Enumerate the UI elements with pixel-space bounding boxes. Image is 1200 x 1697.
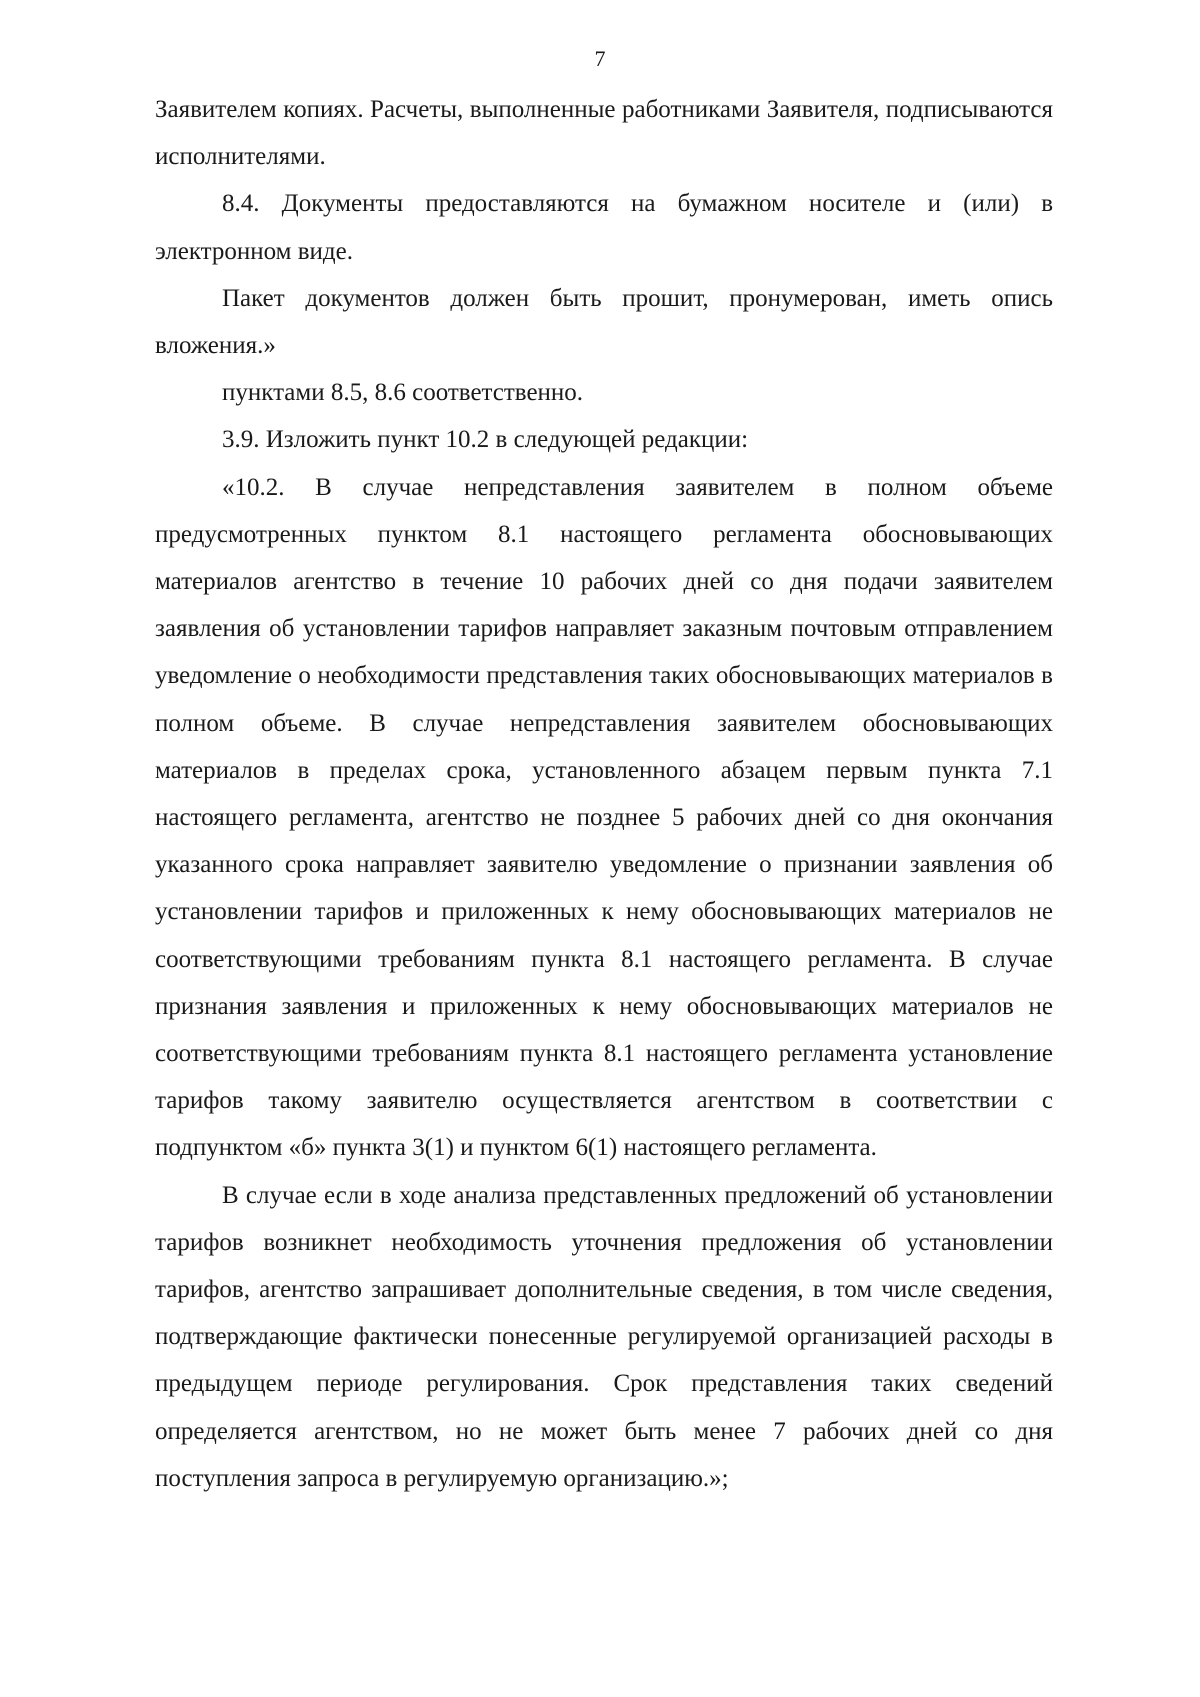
paragraph-additional-info: В случае если в ходе анализа представленных предложений об установлении тарифов возникнет необходимость уточнения предложения об установлении тарифов, агентство запрашивает дополнительные сведения, в том числе сведения, подтверждающие фактически понесенные регулируемой организацией расходы в предыдущем периоде регулирования. Срок представления таких сведений определяется агентством, но не может быть менее 7 рабочих дней со дня поступления запроса в регулируемую организацию.»; — [155, 1181, 1053, 1492]
paragraph-renumbering: пунктами 8.5, 8.6 соответственно. — [222, 379, 584, 407]
paragraph-3-9: 3.9. Изложить пункт 10.2 в следующей редакции: — [222, 426, 749, 454]
paragraph-10-2: «10.2. В случае непредставления заявителем в полном объеме предусмотренных пунктом 8.1 настоящего регламента обосновывающих материалов агентство в течение 10 рабочих дней со дня подачи заявителем заявления об установлении тарифов направляет заказным почтовым отправлением уведомление о необходимости представления таких обосновывающих материалов в полном объеме. В случае непредставления заявителем обосновывающих материалов в пределах срока, установленного абзацем первым пункта 7.1 настоящего регламента, агентство не позднее 5 рабочих дней со дня окончания указанного срока направляет заявителю уведомление о признании заявления об установлении тарифов и приложенных к нему обосновывающих материалов не соответствующими требованиям пункта 8.1 настоящего регламента. В случае признания заявления и приложенных к нему обосновывающих материалов не соответствующими требованиям пункта 8.1 настоящего регламента установление тарифов такому заявителю осуществляется агентством в соответствии с подпунктом «б» пункта 3(1) и пунктом 6(1) настоящего регламента. — [155, 473, 1053, 1162]
paragraph-document-package: Пакет документов должен быть прошит, пронумерован, иметь опись вложения.» — [155, 284, 1053, 360]
page-number: 7 — [594, 46, 606, 71]
paragraph-8-4: 8.4. Документы предоставляются на бумажном носителе и (или) в электронном виде. — [155, 190, 1053, 265]
document-body — [155, 86, 1053, 1502]
paragraph-continuation: Заявителем копиях. Расчеты, выполненные работниками Заявителя, подписываются исполнителями. — [155, 96, 1053, 171]
